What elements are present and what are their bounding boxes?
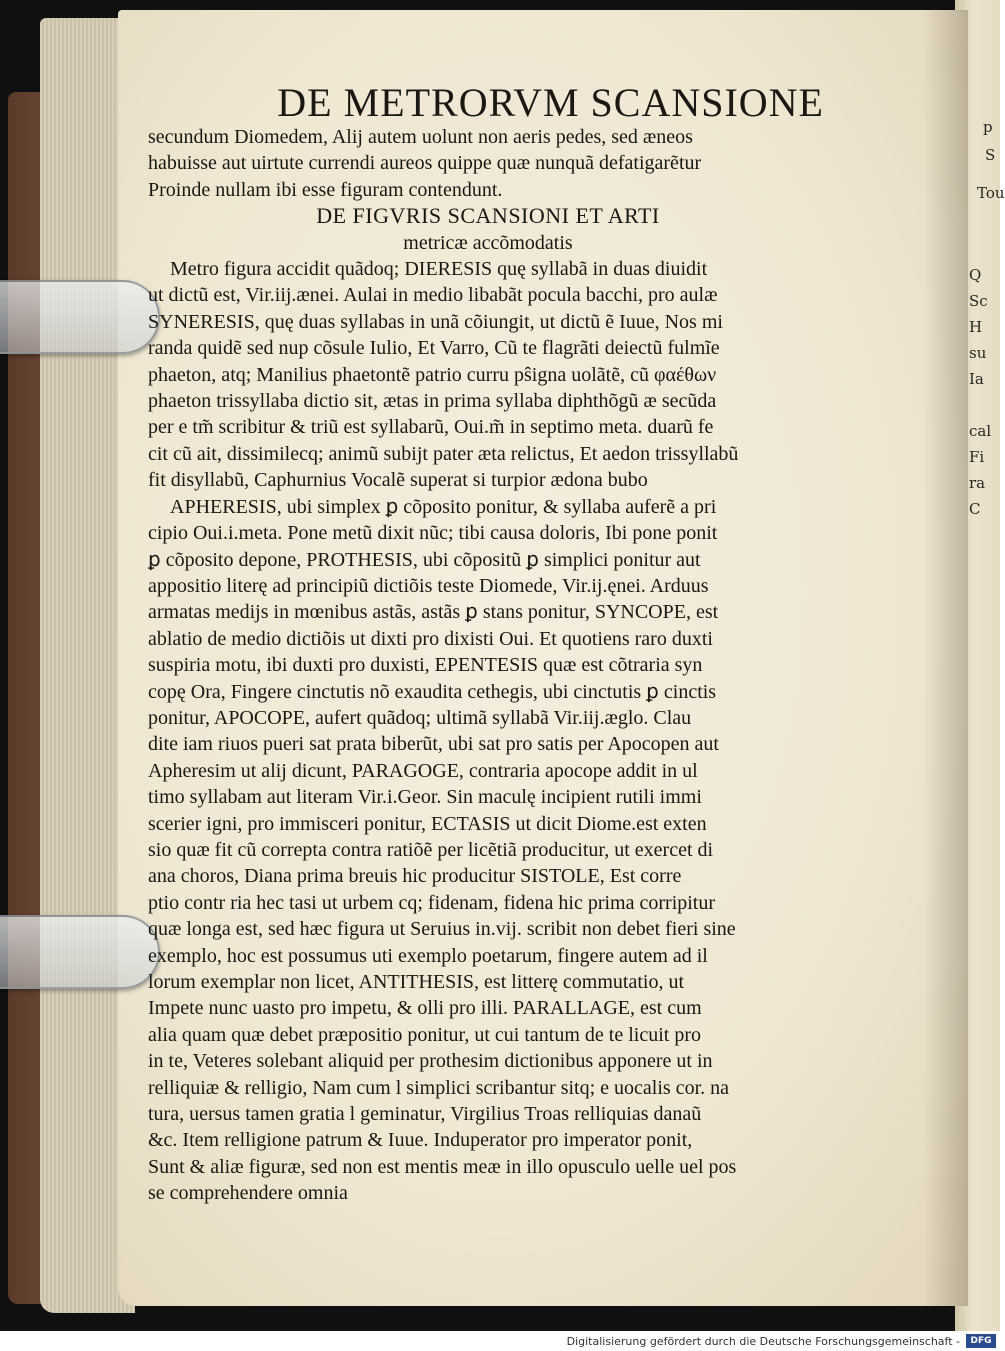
text-line: ablatio de medio dictiõis ut dixti pro dixisti Oui. Et quotiens raro duxti — [148, 627, 713, 650]
text-line: &c. Item relligione patrum & Iuue. Induperator pro imperator ponit, — [148, 1129, 693, 1152]
page-clip-top — [0, 280, 160, 354]
text-line: appositio literę ad principiũ dictiõis teste Diomede, Vir.ij.ęnei. Arduus — [148, 574, 709, 597]
text-line: relliquiæ & relligio, Nam cum l simplici scribantur sitq; e uocalis cor. na — [148, 1076, 729, 1099]
text-line: Proinde nullam ibi esse figuram contendunt. — [148, 178, 503, 201]
text-line: se comprehendere omnia — [148, 1182, 348, 1205]
text-line: phaeton, atq; Manilius phaetontẽ patrio curru pŝigna uolãtẽ, cũ φαέθων — [148, 363, 717, 386]
section-heading: DE FIGVRIS SCANSIONI ET ARTI — [316, 203, 660, 229]
next-page-fragment: C — [969, 500, 981, 518]
next-page-fragment: p — [983, 118, 993, 136]
text-line: Impete nunc uasto pro impetu, & olli pro illi. PARALLAGE, est cum — [148, 997, 702, 1020]
text-line: dite iam riuos pueri sat prata biberũt, ubi sat pro satis per Apocopen aut — [148, 733, 719, 756]
text-line: ponitur, APOCOPE, aufert quãdoq; ultimã syllabã Vir.iij.æglo. Clau — [148, 706, 692, 729]
next-page-fragment: H — [969, 318, 983, 336]
text-line: armatas medijs in mœnibus astãs, astãs ꝑ stans ponitur, SYNCOPE, est — [148, 601, 719, 624]
text-line: phaeton trissyllaba dictio sit, ætas in prima syllaba diphthõgũ æ secũda — [148, 390, 717, 413]
text-line: copę Ora, Fingere cinctutis nõ exaudita cethegis, ubi cinctutis ꝑ cinctis — [148, 680, 717, 703]
text-line: scerier igni, pro immisceri ponitur, ECTASIS ut dicit Diome.est exten — [148, 812, 707, 835]
page-gutter-shadow — [923, 10, 968, 1306]
text-line: suspiria motu, ibi duxti pro duxisti, EPENTESIS quæ est cõtraria syn — [148, 654, 703, 677]
text-line: APHERESIS, ubi simplex ꝑ cõposito ponitur, & syllaba auferẽ a pri — [170, 495, 717, 518]
text-line: SYNERESIS, quę duas syllabas in unã cõiungit, ut dictũ ẽ Iuue, Nos mi — [148, 310, 723, 333]
text-line: Apheresim ut alij dicunt, PARAGOGE, contraria apocope addit in ul — [148, 759, 698, 782]
next-page-fragment: Sc — [969, 292, 988, 310]
text-line: habuisse aut uirtute currendi aureos quippe quæ nunquã defatigarẽtur — [148, 152, 702, 175]
text-line: ꝑ cõposito depone, PROTHESIS, ubi cõpositũ ꝑ simplici ponitur aut — [148, 548, 701, 571]
text-line: cipio Oui.i.meta. Pone metũ dixit nũc; tibi causa doloris, Ibi pone ponit — [148, 522, 718, 545]
text-line: exemplo, hoc est possumus uti exemplo poetarum, fingere autem ad il — [148, 944, 708, 967]
text-line: secundum Diomedem, Alij autem uolunt non aeris pedes, sed æneos — [148, 126, 693, 148]
page-heading: DE METRORVM SCANSIONE — [277, 80, 824, 125]
page-text — [148, 82, 828, 1207]
text-line: fit disyllabũ, Caphurnius Vocalẽ superat si turpior ædona bubo — [148, 469, 648, 492]
text-line: ptio contr ria hec tasi ut urbem cq; fidenam, fidena hic prima corripitur — [148, 891, 716, 914]
text-line: timo syllabam aut literam Vir.i.Geor. Sin maculę incipient rutili immi — [148, 786, 702, 809]
text-line: Metro figura accidit quãdoq; DIERESIS quę syllabã in duas diuidit — [170, 258, 708, 281]
text-line: randa quidẽ sed nup cõsule Iulio, Et Varro, Cũ te flagrãti deiectũ fulmĩe — [148, 337, 720, 360]
text-line: tura, uersus tamen gratia l geminatur, Virgilius Troas relliquias danaũ — [148, 1103, 702, 1126]
text-line: cit cũ ait, dissimilecq; animũ subijt pater æta relictus, Et aedon trissyllabũ — [148, 442, 739, 465]
next-page-fragment: Ia — [969, 370, 984, 388]
text-line: Sunt & aliæ figuræ, sed non est mentis meæ in illo opusculo uelle uel pos — [148, 1155, 737, 1178]
next-page-fragment: S — [985, 146, 996, 164]
text-line: sio quæ fit cũ correpta contra ratiõẽ per licẽtiã producitur, ut exercet di — [148, 838, 714, 861]
text-line: in te, Veteres solebant aliquid per prothesim dictionibus apponere ut in — [148, 1050, 713, 1073]
next-page-fragment: Fi — [969, 448, 985, 466]
footer-bar — [0, 1331, 1000, 1351]
next-page-fragment: su — [969, 344, 987, 362]
text-line: per e tm̃ scribitur & triũ est syllabarũ, Oui.m̃ in septimo meta. duarũ fe — [148, 416, 714, 439]
text-line: alia quam quæ debet præpositio ponitur, ut cui tantum de te licuit pro — [148, 1023, 701, 1046]
text-line: lorum exemplar non licet, ANTITHESIS, est litterę commutatio, ut — [148, 971, 684, 993]
dfg-logo: DFG — [966, 1334, 996, 1348]
page-clip-bottom — [0, 915, 160, 989]
next-page-fragment: Tou — [977, 184, 1005, 202]
text-line: ana choros, Diana prima breuis hic producitur SISTOLE, Est corre — [148, 865, 682, 888]
text-line: quæ longa est, sed hæc figura ut Seruius in.vij. scribit non debet fieri sine — [148, 918, 736, 941]
next-page-fragment: ra — [969, 474, 986, 492]
footer-credit: Digitalisierung gefördert durch die Deutsche Forschungsgemeinschaft - — [566, 1335, 960, 1348]
next-page-fragment: Q — [969, 266, 982, 284]
text-line: ut dictũ est, Vir.iij.ænei. Aulai in medio libabãt pocula bacchi, pro aulæ — [148, 284, 718, 307]
next-page-fragment: cal — [969, 422, 992, 440]
section-subheading: metricæ accõmodatis — [403, 231, 573, 254]
